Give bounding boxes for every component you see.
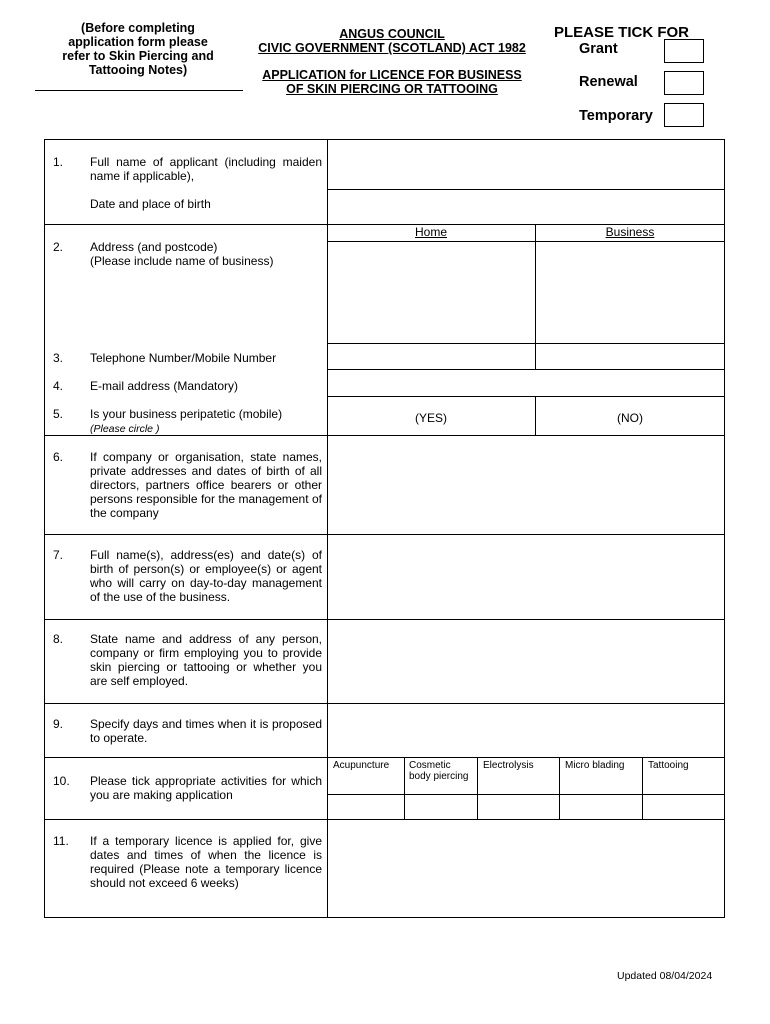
activity-electrolysis: Electrolysis [483, 760, 534, 771]
question-number: 6. [53, 450, 64, 464]
question-9-text: Specify days and times when it is proposed to operate. [90, 717, 322, 745]
updated-date: Updated 08/04/2024 [617, 970, 713, 982]
activity-cosmetic-body-piercing: Cosmetic body piercing [409, 760, 469, 782]
renewal-checkbox[interactable] [664, 71, 704, 95]
operating-hours-answer[interactable] [328, 704, 725, 757]
manager-details-answer[interactable] [328, 535, 725, 619]
no-option[interactable]: (NO) [617, 411, 643, 425]
renewal-label: Renewal [579, 74, 638, 90]
question-10-text: Please tick appropriate activities for which you are making application [90, 774, 322, 802]
question-number: 7. [53, 548, 64, 562]
temporary-dates-answer[interactable] [328, 820, 725, 918]
question-5-text: Is your business peripatetic (mobile) [90, 407, 283, 421]
temporary-label: Temporary [579, 108, 653, 124]
home-column-header: Home [414, 225, 447, 239]
activity-micro-blading: Micro blading [565, 760, 625, 771]
question-number: 1. [53, 155, 64, 169]
home-address-answer[interactable] [328, 242, 535, 343]
business-column-header: Business [605, 225, 655, 239]
yes-option[interactable]: (YES) [414, 411, 447, 425]
question-number: 2. [53, 240, 64, 254]
full-name-answer[interactable] [328, 141, 725, 189]
application-title-line1: APPLICATION for LICENCE FOR BUSINESS [262, 68, 522, 82]
guidance-note [52, 21, 224, 77]
activity-tattooing: Tattooing [648, 760, 689, 771]
date-place-birth-answer[interactable] [328, 190, 725, 224]
home-telephone-answer[interactable] [328, 344, 535, 369]
application-title-line2: OF SKIN PIERCING OR TATTOOING [286, 82, 498, 96]
grant-checkbox[interactable] [664, 39, 704, 63]
question-number: 4. [53, 379, 64, 393]
question-5-subtext: (Please circle ) [90, 423, 160, 435]
note-line: Tattooing Notes) [88, 63, 188, 77]
council-name: ANGUS COUNCIL [339, 27, 445, 41]
note-line: (Before completing [81, 21, 195, 35]
question-1-subtext: Date and place of birth [90, 197, 211, 211]
question-number: 5. [53, 407, 64, 421]
micro-blading-tick[interactable] [560, 795, 642, 818]
business-address-answer[interactable] [536, 242, 725, 343]
note-line: refer to Skin Piercing and [62, 49, 214, 63]
note-line: application form please [68, 35, 208, 49]
question-number: 9. [53, 717, 64, 731]
activity-acupuncture: Acupuncture [333, 760, 390, 771]
application-form-table [44, 139, 725, 918]
question-11-text: If a temporary licence is applied for, give dates and times of when the licence is required (Please note a temporary licence should not exceed 6 weeks) [90, 834, 322, 890]
question-number: 11. [53, 834, 69, 848]
company-details-answer[interactable] [328, 436, 725, 534]
grant-label: Grant [579, 41, 618, 57]
temporary-checkbox[interactable] [664, 103, 704, 127]
question-2-text: Address (and postcode) [90, 240, 218, 254]
acupuncture-tick[interactable] [328, 795, 404, 818]
question-2-subtext: (Please include name of business) [90, 254, 274, 268]
row-divider [45, 757, 725, 758]
cosmetic-body-piercing-tick[interactable] [405, 795, 477, 818]
electrolysis-tick[interactable] [478, 795, 559, 818]
question-3-text: Telephone Number/Mobile Number [90, 351, 277, 365]
question-number: 8. [53, 632, 64, 646]
employer-details-answer[interactable] [328, 620, 725, 703]
question-8-text: State name and address of any person, company or firm employing you to provide skin piercing or tattooing or whether you are self employed. [90, 632, 322, 688]
business-telephone-answer[interactable] [536, 344, 725, 369]
tick-title: PLEASE TICK FOR [554, 24, 690, 41]
question-4-text: E-mail address (Mandatory) [90, 379, 239, 393]
row-divider [327, 396, 725, 397]
tattooing-tick[interactable] [643, 795, 725, 818]
note-divider [35, 90, 243, 91]
question-6-text: If company or organisation, state names, private addresses and dates of birth of all directors, partners office bearers or other persons responsible for the management of the company [90, 450, 322, 520]
email-answer[interactable] [328, 370, 725, 396]
question-7-text: Full name(s), address(es) and date(s) of birth of person(s) or employee(s) or agent who will carry on day-to-day management of the use of the business. [90, 548, 322, 604]
act-title: CIVIC GOVERNMENT (SCOTLAND) ACT 1982 [258, 41, 526, 55]
question-number: 10. [53, 774, 70, 788]
question-1-text: Full name of applicant (including maiden name if applicable), [90, 155, 322, 183]
question-number: 3. [53, 351, 64, 365]
